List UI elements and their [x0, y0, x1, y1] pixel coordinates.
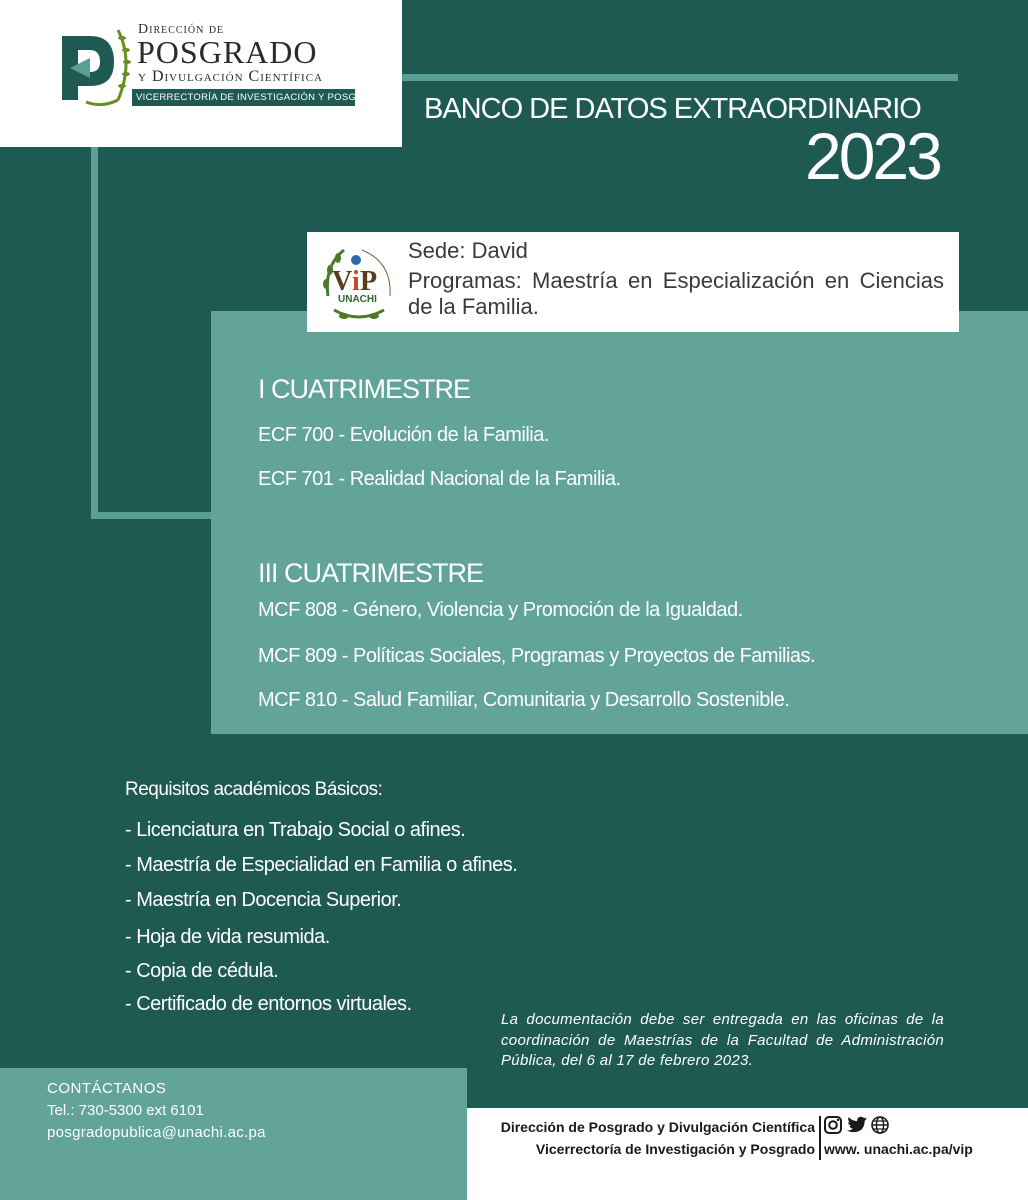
footer-url-link[interactable]: www. unachi.ac.pa/vip — [824, 1141, 973, 1157]
programas-label: Programas: Maestría en Especialización en Ciencias de la Familia. — [408, 268, 944, 319]
globe-icon[interactable] — [870, 1115, 890, 1135]
vip-unachi-logo-icon — [314, 236, 404, 326]
cuatrimestre-1-heading: I CUATRIMESTRE — [258, 374, 471, 404]
contact-email-link[interactable]: posgradopublica@unachi.ac.pa — [47, 1124, 266, 1141]
requirement-item: - Hoja de vida resumida. — [125, 926, 330, 948]
decorative-line-horizontal — [91, 512, 211, 519]
footer-separator — [819, 1116, 821, 1160]
course-item: MCF 809 - Políticas Sociales, Programas y Proyectos de Familias. — [258, 645, 816, 667]
requirement-item: - Maestría de Especialidad en Familia o afines. — [125, 854, 518, 876]
footer-direccion: Dirección de Posgrado y Divulgación Científica — [500, 1119, 815, 1135]
logo-posgrado-text: POSGRADO — [137, 34, 318, 70]
contact-phone: Tel.: 730-5300 ext 6101 — [47, 1102, 204, 1119]
requirement-item: - Copia de cédula. — [125, 960, 279, 982]
course-item: MCF 810 - Salud Familiar, Comunitaria y Desarrollo Sostenible. — [258, 689, 790, 711]
footer-vicerrectoria: Vicerrectoría de Investigación y Posgrado — [535, 1141, 815, 1157]
course-item: ECF 701 - Realidad Nacional de la Familia. — [258, 468, 621, 490]
banner-title: BANCO DE DATOS EXTRAORDINARIO — [424, 93, 921, 125]
logo-divulgacion-text: y Divulgación Científica — [138, 68, 323, 85]
requirements-title: Requisitos académicos Básicos: — [125, 779, 383, 800]
requirement-item: - Certificado de entornos virtuales. — [125, 993, 412, 1015]
sede-label: Sede: David — [408, 238, 528, 263]
decorative-line-top — [402, 74, 958, 81]
logo-vicerrectoria-text: VICERRECTORÍA DE INVESTIGACIÓN Y POSGRADO — [136, 92, 385, 103]
twitter-icon[interactable] — [846, 1116, 868, 1135]
banner-year: 2023 — [805, 119, 940, 193]
course-item: ECF 700 - Evolución de la Familia. — [258, 424, 549, 446]
requirement-item: - Licenciatura en Trabajo Social o afines. — [125, 819, 466, 841]
logo-direccion-text: Dirección de — [138, 22, 225, 37]
requirement-item: - Maestría en Docencia Superior. — [125, 889, 402, 911]
posgrado-logo-icon — [56, 22, 132, 108]
svg-text:UNACHI: UNACHI — [338, 294, 377, 305]
contact-title: CONTÁCTANOS — [47, 1080, 167, 1097]
course-item: MCF 808 - Género, Violencia y Promoción de la Igualdad. — [258, 599, 743, 621]
svg-text:V: V — [332, 266, 353, 297]
instagram-icon[interactable] — [823, 1115, 843, 1135]
svg-text:i: i — [352, 266, 360, 297]
cuatrimestre-3-heading: III CUATRIMESTRE — [258, 558, 484, 588]
svg-text:P: P — [360, 266, 378, 297]
decorative-line-vertical — [91, 147, 98, 519]
delivery-note: La documentación debe ser entregada en las oficinas de la coordinación de Maestrías de la Facultad de Administración Pública, del 6 al 17 de febrero 2023. — [501, 1011, 944, 1069]
